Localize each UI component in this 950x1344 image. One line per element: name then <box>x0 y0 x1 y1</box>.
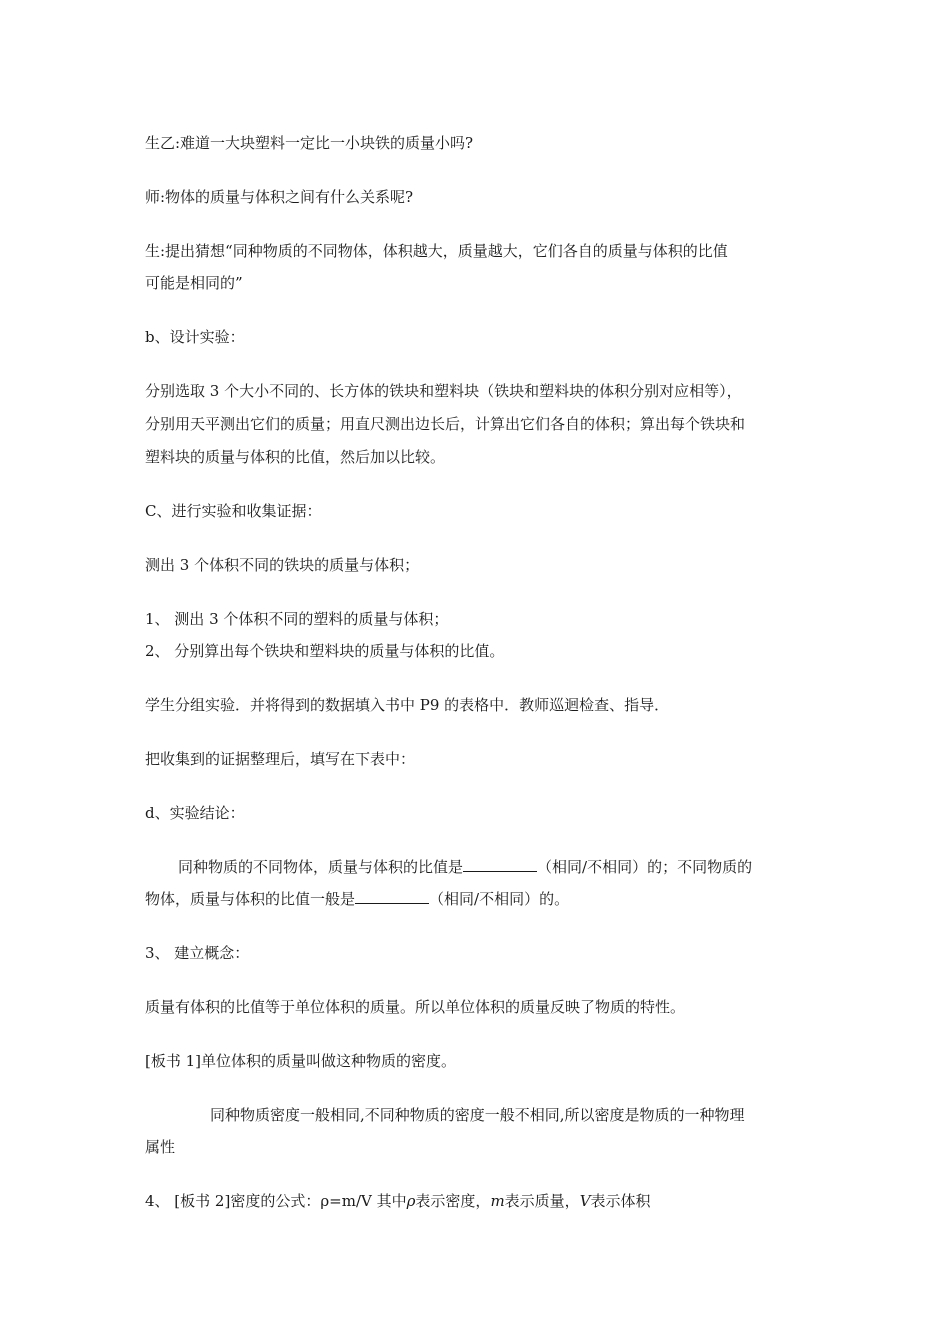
dialogue-student-b: 生乙:难道一大块塑料一定比一小块铁的质量小吗? <box>145 134 474 152</box>
fill-in-blank-1[interactable] <box>463 857 537 872</box>
group-experiment-text: 学生分组实验．并将得到的数据填入书中 P9 的表格中．教师巡迴检查、指导． <box>145 696 670 714</box>
conclusion-text-1a: 同种物质的不同物体，质量与体积的比值是 <box>178 858 464 876</box>
conclusion-text-2b: （相同/不相同）的。 <box>429 890 570 908</box>
section-b-heading: b、设计实验： <box>145 328 245 346</box>
board-note-1: [板书 1]单位体积的质量叫做这种物质的密度。 <box>145 1052 457 1070</box>
formula-symbol-m: m <box>490 1192 505 1210</box>
formula-text-b: 表示密度， <box>415 1192 491 1210</box>
density-property-line-2: 属性 <box>145 1138 176 1156</box>
conclusion-line-1 <box>178 856 838 878</box>
procedure-intro: 测出 3 个体积不同的铁块的质量与体积； <box>145 556 420 574</box>
dialogue-teacher: 师:物体的质量与体积之间有什么关系呢? <box>145 188 414 206</box>
design-paragraph-line-1: 分别选取 3 个大小不同的、长方体的铁块和塑料块（铁块和塑料块的体积分别对应相等）， <box>145 382 742 400</box>
design-paragraph-line-3: 塑料块的质量与体积的比值，然后加以比较。 <box>145 448 446 466</box>
design-paragraph-line-2: 分别用天平测出它们的质量；用直尺测出边长后，计算出它们各自的体积；算出每个铁块和 <box>145 415 746 433</box>
conclusion-text-1b: （相同/不相同）的；不同物质的 <box>537 858 753 876</box>
section-3-heading: 3、 建立概念： <box>145 944 250 962</box>
conclusion-line-2 <box>145 888 825 910</box>
hypothesis-line-1: 生:提出猜想“同种物质的不同物体，体积越大，质量越大，它们各自的质量与体积的比值 <box>145 242 728 260</box>
fill-in-blank-2[interactable] <box>355 889 429 904</box>
procedure-step-1: 1、 测出 3 个体积不同的塑料的质量与体积； <box>145 610 449 628</box>
hypothesis-line-2: 可能是相同的” <box>145 274 243 292</box>
density-formula-line <box>145 1190 825 1212</box>
formula-text-d: 表示体积 <box>590 1192 651 1210</box>
formula-text-a: 4、 [板书 2]密度的公式：ρ=m/V 其中 <box>145 1192 407 1210</box>
formula-text-c: 表示质量， <box>504 1192 580 1210</box>
formula-symbol-rho: ρ <box>406 1192 416 1210</box>
concept-text: 质量有体积的比值等于单位体积的质量。所以单位体积的质量反映了物质的特性。 <box>145 998 686 1016</box>
conclusion-text-2a: 物体，质量与体积的比值一般是 <box>145 890 356 908</box>
organize-evidence-text: 把收集到的证据整理后，填写在下表中： <box>145 750 416 768</box>
density-property-line-1: 同种物质密度一般相同,不同种物质的密度一般不相同,所以密度是物质的一种物理 <box>210 1106 745 1124</box>
formula-symbol-v: V <box>579 1192 591 1210</box>
procedure-step-2: 2、 分别算出每个铁块和塑料块的质量与体积的比值。 <box>145 642 505 660</box>
section-c-heading: C、进行实验和收集证据： <box>145 502 322 520</box>
section-d-heading: d、实验结论： <box>145 804 245 822</box>
